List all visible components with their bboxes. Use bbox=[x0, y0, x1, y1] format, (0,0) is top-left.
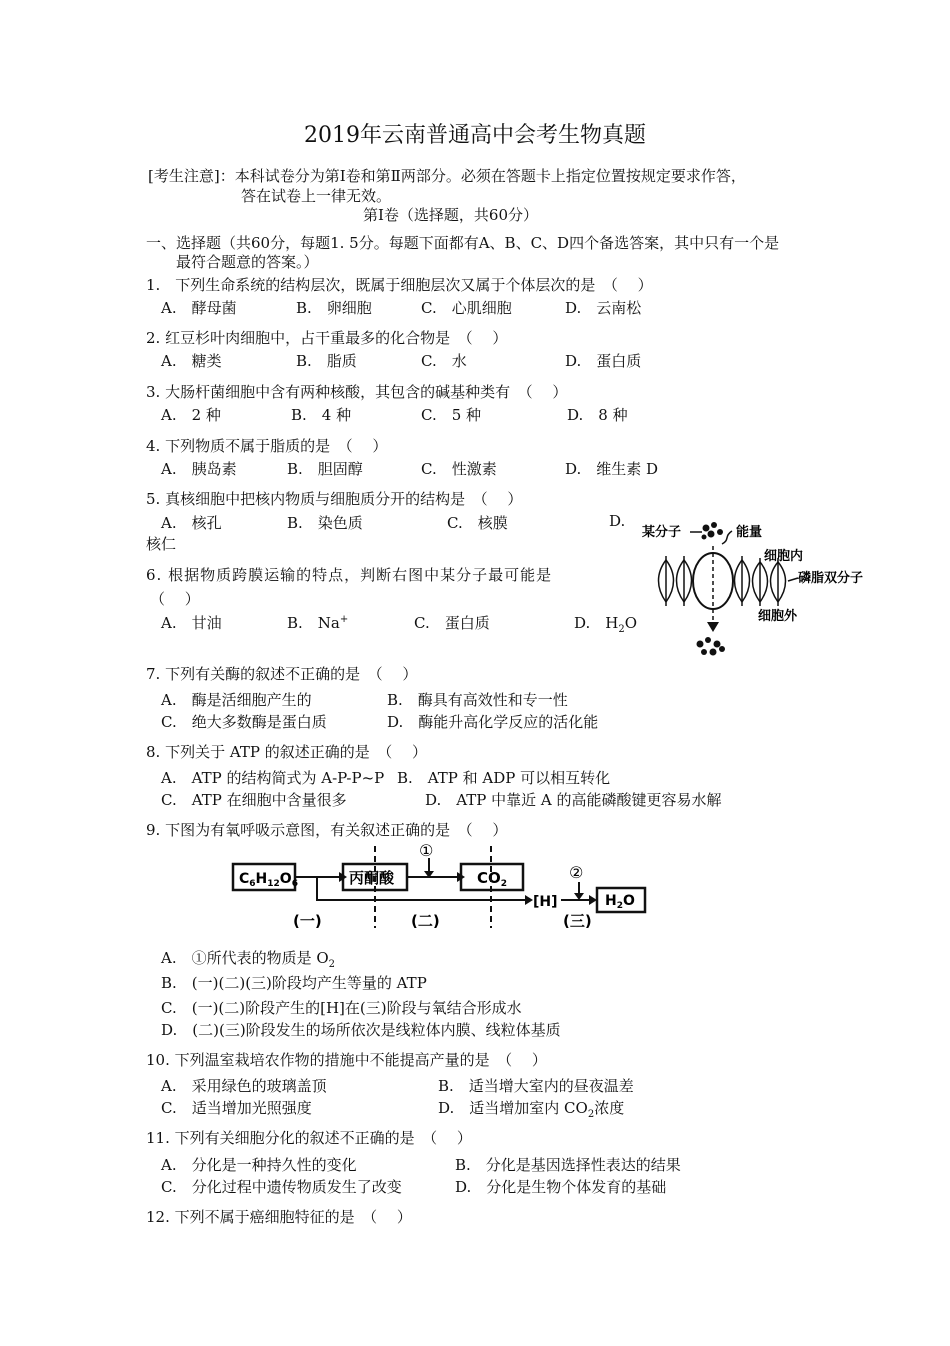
q7-option-b: B. 酶具有高效性和专一性 bbox=[387, 691, 568, 709]
q6-answer-paren: （ ） bbox=[150, 590, 200, 608]
q4-stem: 4. 下列物质不属于脂质的是 （ ） bbox=[146, 437, 388, 455]
q9-option-d: D. (二)(三)阶段发生的场所依次是线粒体内膜、线粒体基质 bbox=[161, 1021, 561, 1039]
co2-label: $CO_2$ bbox=[477, 869, 508, 889]
q4-option-d: D. 维生素 D bbox=[565, 460, 659, 478]
marker-2: ② bbox=[569, 863, 584, 882]
q10-option-c: C. 适当增加光照强度 bbox=[161, 1099, 312, 1117]
q9-stem: 9. 下图为有氧呼吸示意图，有关叙述正确的是 （ ） bbox=[146, 821, 508, 839]
q7-option-d: D. 酶能升高化学反应的活化能 bbox=[387, 713, 599, 731]
q8-stem: 8. 下列关于 ATP 的叙述正确的是 （ ） bbox=[146, 743, 427, 761]
q6-option-a: A. 甘油 bbox=[161, 614, 222, 632]
q11-option-a: A. 分化是一种持久性的变化 bbox=[161, 1156, 357, 1174]
stage-3-label: (三) bbox=[563, 912, 592, 930]
q2-option-a: A. 糖类 bbox=[161, 352, 222, 370]
q10-option-b: B. 适当增大室内的昼夜温差 bbox=[438, 1077, 634, 1095]
q5-option-c: C. 核膜 bbox=[447, 514, 508, 532]
q7-option-a: A. 酶是活细胞产生的 bbox=[161, 691, 312, 709]
section-instruction-1: 一、选择题（共60分，每题1. 5分。每题下面都有A、B、C、D四个备选答案，其中只有一个是 bbox=[146, 234, 780, 252]
q8-option-a: A. ATP 的结构简式为 A-P-P~P bbox=[161, 769, 385, 787]
q6-stem: 6. 根据物质跨膜运输的特点，判断右图中某分子最可能是 bbox=[146, 566, 553, 584]
q2-option-c: C. 水 bbox=[421, 352, 467, 370]
q10-stem: 10. 下列温室栽培农作物的措施中不能提高产量的是 （ ） bbox=[146, 1051, 547, 1069]
q8-option-b: B. ATP 和 ADP 可以相互转化 bbox=[397, 769, 611, 787]
stage-2-label: (二) bbox=[411, 912, 440, 930]
q11-option-d: D. 分化是生物个体发育的基础 bbox=[455, 1178, 667, 1196]
q11-option-c: C. 分化过程中遗传物质发生了改变 bbox=[161, 1178, 402, 1196]
label-outside: 细胞外 bbox=[758, 609, 798, 624]
q7-option-c: C. 绝大多数酶是蛋白质 bbox=[161, 713, 327, 731]
q5-option-b: B. 染色质 bbox=[287, 514, 363, 532]
q6-option-c: C. 蛋白质 bbox=[414, 614, 490, 632]
part-heading: 第Ⅰ卷（选择题，共60分） bbox=[363, 206, 539, 224]
q4-option-a: A. 胰岛素 bbox=[161, 460, 237, 478]
glucose-label: $C_6H_{12}O_6$ bbox=[239, 871, 298, 889]
membrane-transport-diagram bbox=[638, 518, 888, 663]
q10-option-d: D. 适当增加室内 $CO_2$浓度 bbox=[438, 1099, 625, 1120]
marker-1: ① bbox=[419, 841, 434, 860]
q2-option-b: B. 脂质 bbox=[296, 352, 357, 370]
q4-option-b: B. 胆固醇 bbox=[287, 460, 363, 478]
q4-option-c: C. 性激素 bbox=[421, 460, 497, 478]
q6-option-d: D. $H_2O$ bbox=[574, 614, 638, 635]
q11-option-b: B. 分化是基因选择性表达的结果 bbox=[455, 1156, 681, 1174]
q3-stem: 3. 大肠杆菌细胞中含有两种核酸，其包含的碱基种类有 （ ） bbox=[146, 383, 568, 401]
q1-option-a: A. 酵母菌 bbox=[161, 299, 237, 317]
transport-arrowhead bbox=[707, 622, 719, 632]
h-label: [H] bbox=[533, 894, 558, 910]
q6-option-b: B. Na+ bbox=[287, 614, 349, 632]
page-title: 2019年云南普通高中会考生物真题 bbox=[304, 123, 646, 148]
molecule-dots-top bbox=[702, 522, 724, 540]
q1-option-c: C. 心肌细胞 bbox=[421, 299, 512, 317]
q9-option-c: C. (一)(二)阶段产生的[H]在(三)阶段与氧结合形成水 bbox=[161, 999, 522, 1017]
pyruvate-label: 丙酮酸 bbox=[349, 869, 395, 887]
aerobic-respiration-diagram bbox=[225, 838, 665, 934]
q3-option-d: D. 8 种 bbox=[567, 406, 628, 424]
label-inside: 细胞内 bbox=[764, 549, 804, 564]
energy-arrow bbox=[722, 531, 732, 544]
q10-option-a: A. 采用绿色的玻璃盖顶 bbox=[161, 1077, 327, 1095]
label-molecule: 某分子 bbox=[642, 525, 682, 540]
label-bilayer: 磷脂双分子 bbox=[798, 571, 864, 586]
q12-stem: 12. 下列不属于癌细胞特征的是 （ ） bbox=[146, 1208, 412, 1226]
notice-line2: 答在试卷上一律无效。 bbox=[241, 187, 392, 205]
q1-option-d: D. 云南松 bbox=[565, 299, 642, 317]
notice-line1: [考生注意]：本科试卷分为第Ⅰ卷和第Ⅱ两部分。必须在答题卡上指定位置按规定要求作答， bbox=[148, 167, 746, 185]
water-label: $H_2O$ bbox=[605, 893, 635, 911]
q1-option-b: B. 卵细胞 bbox=[296, 299, 372, 317]
q1-stem: 1. 下列生命系统的结构层次，既属于细胞层次又属于个体层次的是 （ ） bbox=[146, 276, 653, 294]
q9-option-a: A. ①所代表的物质是 $O_2$ bbox=[161, 949, 336, 970]
section-instruction-2: 最符合题意的答案。） bbox=[176, 253, 319, 271]
q11-stem: 11. 下列有关细胞分化的叙述不正确的是 （ ） bbox=[146, 1129, 472, 1147]
q8-option-c: C. ATP 在细胞中含量很多 bbox=[161, 791, 347, 809]
molecule-dots-bottom bbox=[697, 637, 726, 656]
label-energy: 能量 bbox=[736, 525, 763, 540]
q5-option-d-text: 核仁 bbox=[146, 535, 177, 553]
q5-option-d: D. bbox=[609, 512, 626, 530]
q2-option-d: D. 蛋白质 bbox=[565, 352, 642, 370]
q5-stem: 5. 真核细胞中把核内物质与细胞质分开的结构是 （ ） bbox=[146, 490, 523, 508]
q3-option-a: A. 2 种 bbox=[161, 406, 221, 424]
stage-1-label: (一) bbox=[293, 912, 322, 930]
q5-option-a: A. 核孔 bbox=[161, 514, 222, 532]
q8-option-d: D. ATP 中靠近 A 的高能磷酸键更容易水解 bbox=[425, 791, 722, 809]
q9-option-b: B. (一)(二)(三)阶段均产生等量的 ATP bbox=[161, 974, 427, 992]
q3-option-c: C. 5 种 bbox=[421, 406, 482, 424]
q3-option-b: B. 4 种 bbox=[291, 406, 352, 424]
q2-stem: 2. 红豆杉叶肉细胞中，占干重最多的化合物是 （ ） bbox=[146, 329, 508, 347]
q7-stem: 7. 下列有关酶的叙述不正确的是 （ ） bbox=[146, 665, 418, 683]
